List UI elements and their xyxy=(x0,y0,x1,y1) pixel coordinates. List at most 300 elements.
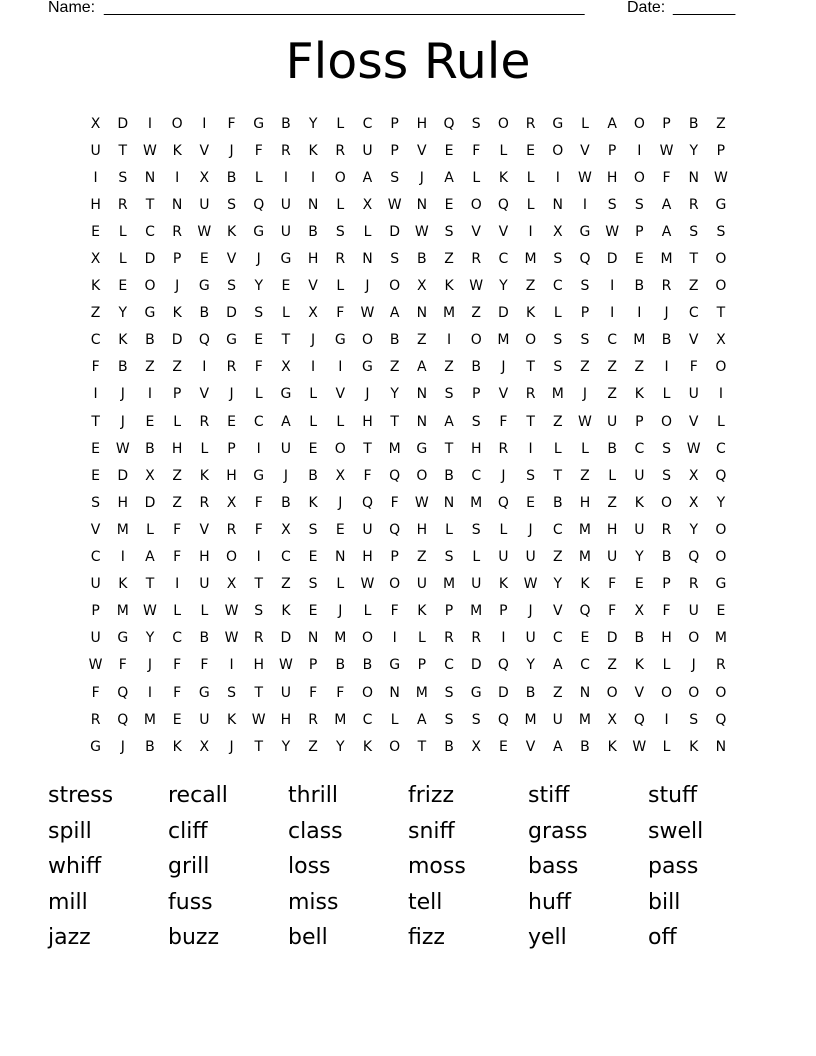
grid-letter: J xyxy=(365,386,370,403)
grid-letter: L xyxy=(282,305,290,322)
grid-letter: A xyxy=(389,305,400,322)
grid-letter: L xyxy=(336,576,345,593)
grid-letter: Y xyxy=(336,738,345,755)
grid-letter: U xyxy=(280,684,292,701)
grid-letter: T xyxy=(254,738,263,755)
grid-letter: B xyxy=(661,332,672,349)
grid-letter: I xyxy=(528,223,533,240)
grid-letter: Z xyxy=(471,305,482,322)
grid-letter: L xyxy=(662,657,671,674)
grid-letter: R xyxy=(172,223,183,240)
grid-letter: O xyxy=(470,332,482,349)
grid-letter: S xyxy=(308,521,318,538)
grid-letter: M xyxy=(470,603,483,620)
grid-letter: K xyxy=(689,738,699,755)
grid-letter: J xyxy=(419,169,424,186)
grid-letter: F xyxy=(336,684,345,701)
grid-letter: O xyxy=(715,684,727,701)
grid-letter: C xyxy=(281,549,291,566)
grid-letter: K xyxy=(607,738,617,755)
grid-letter: Z xyxy=(552,684,563,701)
grid-letter: B xyxy=(335,657,346,674)
grid-letter: L xyxy=(526,169,535,186)
grid-letter: G xyxy=(144,305,156,322)
grid-letter: C xyxy=(362,115,373,132)
grid-letter: B xyxy=(444,738,454,755)
grid-letter: Q xyxy=(443,115,455,132)
grid-letter: J xyxy=(147,657,153,674)
grid-letter: V xyxy=(226,251,237,268)
grid-letter: U xyxy=(199,576,210,593)
grid-letter: Z xyxy=(389,359,400,376)
grid-letter: Q xyxy=(579,603,591,620)
grid-letter: F xyxy=(91,684,100,701)
grid-letter: Y xyxy=(635,549,644,566)
grid-letter: L xyxy=(553,440,562,457)
grid-letter: H xyxy=(362,413,373,430)
grid-letter: F xyxy=(662,169,671,186)
grid-letter: O xyxy=(171,115,183,132)
grid-letter: S xyxy=(662,467,671,484)
grid-letter: C xyxy=(90,332,101,349)
word-bank-item: jazz xyxy=(48,925,91,951)
grid-letter: H xyxy=(90,196,101,213)
grid-letter: I xyxy=(283,169,288,186)
grid-letter: C xyxy=(444,657,454,674)
grid-letter: T xyxy=(417,738,427,755)
grid-letter: Q xyxy=(497,196,509,213)
grid-letter: I xyxy=(93,386,98,403)
grid-letter: Q xyxy=(389,521,401,538)
grid-letter: X xyxy=(362,196,373,213)
grid-letter: V xyxy=(199,386,210,403)
word-bank-item: recall xyxy=(168,783,228,808)
grid-letter: A xyxy=(552,738,563,755)
grid-letter: D xyxy=(226,305,237,322)
grid-letter: L xyxy=(146,521,154,538)
grid-letter: Z xyxy=(172,467,182,484)
grid-letter: R xyxy=(525,115,536,132)
grid-letter: Z xyxy=(444,359,454,376)
grid-letter: Q xyxy=(579,251,591,268)
grid-letter: H xyxy=(226,467,237,484)
page-title: Floss Rule xyxy=(285,33,531,90)
grid-letter: P xyxy=(635,223,644,240)
grid-letter: L xyxy=(118,223,127,240)
grid-letter: W xyxy=(224,630,239,647)
grid-letter: R xyxy=(117,196,128,213)
grid-letter: S xyxy=(553,251,563,268)
date-label: Date: xyxy=(627,0,666,16)
grid-letter: A xyxy=(444,413,454,430)
grid-letter: W xyxy=(387,196,402,213)
grid-letter: Y xyxy=(499,278,508,295)
name-field[interactable]: ______________________________________________________ xyxy=(104,0,585,16)
word-bank-item: mill xyxy=(48,889,88,915)
grid-letter: Q xyxy=(117,684,129,701)
grid-letter: P xyxy=(471,386,481,403)
grid-letter: M xyxy=(442,305,456,322)
grid-letter: N xyxy=(389,684,400,701)
grid-letter: F xyxy=(173,521,182,538)
grid-letter: B xyxy=(444,467,454,484)
grid-letter: L xyxy=(499,142,508,159)
grid-letter: I xyxy=(175,576,180,593)
grid-letter: R xyxy=(688,196,699,213)
grid-letter: B xyxy=(362,657,373,674)
grid-letter: O xyxy=(525,332,537,349)
grid-letter: Q xyxy=(715,711,727,728)
grid-letter: S xyxy=(308,576,318,593)
grid-letter: K xyxy=(226,223,237,240)
grid-letter: X xyxy=(634,603,645,620)
grid-letter: L xyxy=(336,196,345,213)
grid-letter: M xyxy=(388,440,401,457)
grid-letter: B xyxy=(226,169,237,186)
grid-letter: P xyxy=(172,386,182,403)
grid-letter: G xyxy=(253,115,265,132)
grid-letter: B xyxy=(580,738,590,755)
grid-letter: Z xyxy=(525,278,536,295)
grid-letter: W xyxy=(659,142,674,159)
grid-letter: U xyxy=(362,142,373,159)
grid-letter: O xyxy=(552,142,564,159)
grid-letter: U xyxy=(552,711,563,728)
grid-letter: O xyxy=(144,278,156,295)
grid-letter: S xyxy=(689,223,699,240)
grid-letter: X xyxy=(552,223,563,240)
grid-letter: C xyxy=(362,711,373,728)
grid-letter: R xyxy=(335,142,346,159)
grid-letter: T xyxy=(145,576,155,593)
grid-letter: B xyxy=(607,440,617,457)
grid-letter: E xyxy=(145,413,155,430)
grid-letter: W xyxy=(143,603,157,620)
grid-letter: B xyxy=(145,738,155,755)
grid-letter: L xyxy=(336,115,345,132)
word-bank-item: thrill xyxy=(288,783,338,808)
grid-letter: P xyxy=(227,440,236,457)
grid-letter: O xyxy=(389,278,401,295)
grid-letter: S xyxy=(471,711,481,728)
grid-letter: C xyxy=(634,440,645,457)
grid-letter: Z xyxy=(580,359,590,376)
grid-letter: Q xyxy=(361,494,373,511)
grid-letter: T xyxy=(553,467,563,484)
grid-letter: Y xyxy=(716,494,726,511)
grid-letter: U xyxy=(471,576,482,593)
grid-letter: U xyxy=(634,521,645,538)
grid-letter: T xyxy=(444,440,454,457)
grid-letter: K xyxy=(498,169,508,186)
grid-letter: I xyxy=(637,305,642,322)
grid-letter: V xyxy=(417,142,427,159)
grid-letter: L xyxy=(417,630,426,647)
grid-letter: I xyxy=(175,169,180,186)
grid-letter: O xyxy=(361,630,373,647)
grid-letter: T xyxy=(254,576,263,593)
grid-letter: Q xyxy=(198,332,210,349)
grid-letter: O xyxy=(661,684,673,701)
grid-letter: S xyxy=(390,169,400,186)
grid-letter: O xyxy=(389,576,401,593)
grid-letter: O xyxy=(389,738,401,755)
grid-letter: O xyxy=(688,684,700,701)
grid-letter: M xyxy=(116,603,129,620)
grid-letter: O xyxy=(715,251,727,268)
grid-letter: J xyxy=(338,603,343,620)
grid-letter: S xyxy=(254,603,264,620)
word-bank-item: grill xyxy=(168,854,210,880)
grid-letter: M xyxy=(714,630,727,647)
grid-letter: K xyxy=(444,278,454,295)
grid-letter: B xyxy=(308,467,318,484)
grid-letter: T xyxy=(390,413,399,430)
grid-letter: Z xyxy=(607,386,617,403)
grid-letter: C xyxy=(580,657,590,674)
grid-letter: P xyxy=(662,576,671,593)
grid-letter: F xyxy=(254,142,263,159)
grid-letter: R xyxy=(471,251,482,268)
grid-letter: H xyxy=(416,521,428,538)
grid-letter: O xyxy=(226,549,238,566)
grid-letter: L xyxy=(390,711,399,728)
grid-letter: C xyxy=(552,630,563,647)
grid-letter: J xyxy=(365,278,370,295)
grid-letter: O xyxy=(361,684,373,701)
grid-letter: E xyxy=(716,603,726,620)
grid-letter: S xyxy=(471,413,481,430)
grid-letter: O xyxy=(361,332,373,349)
grid-letter: O xyxy=(334,169,346,186)
grid-letter: K xyxy=(362,738,373,755)
grid-letter: X xyxy=(145,467,155,484)
grid-letter: S xyxy=(580,332,590,349)
word-bank xyxy=(48,778,768,956)
grid-letter: S xyxy=(227,196,236,213)
grid-letter: E xyxy=(91,467,101,484)
grid-letter: V xyxy=(634,684,645,701)
grid-letter: S xyxy=(716,223,726,240)
grid-letter: K xyxy=(634,494,644,511)
grid-letter: L xyxy=(200,603,209,620)
grid-letter: W xyxy=(578,169,592,186)
grid-letter: R xyxy=(661,278,672,295)
grid-letter: F xyxy=(200,657,209,674)
grid-letter: G xyxy=(90,738,102,755)
grid-letter: H xyxy=(199,549,210,566)
grid-letter: J xyxy=(283,467,288,484)
grid-letter: G xyxy=(416,440,428,457)
grid-letter: K xyxy=(118,332,128,349)
grid-letter: G xyxy=(552,115,564,132)
grid-letter: Z xyxy=(90,305,101,322)
grid-letter: S xyxy=(553,332,563,349)
grid-letter: N xyxy=(171,196,183,213)
grid-letter: E xyxy=(308,603,318,620)
grid-letter: P xyxy=(172,251,182,268)
grid-letter: R xyxy=(688,576,699,593)
word-bank-item: yell xyxy=(528,925,567,951)
grid-letter: J xyxy=(582,386,588,403)
grid-letter: U xyxy=(416,576,427,593)
grid-letter: V xyxy=(688,413,699,430)
grid-letter: H xyxy=(661,630,672,647)
grid-letter: T xyxy=(526,359,535,376)
grid-letter: J xyxy=(256,251,261,268)
grid-letter: F xyxy=(336,305,345,322)
grid-letter: B xyxy=(145,440,155,457)
grid-letter: J xyxy=(120,738,125,755)
grid-letter: R xyxy=(90,711,101,728)
grid-letter: Y xyxy=(254,278,263,295)
grid-letter: V xyxy=(498,223,509,240)
grid-letter: R xyxy=(444,630,454,647)
grid-letter: N xyxy=(688,169,699,186)
grid-letter: J xyxy=(528,521,533,538)
word-bank-item: spill xyxy=(48,818,92,844)
grid-letter: D xyxy=(498,305,509,322)
word-bank-item: fizz xyxy=(408,925,445,951)
grid-letter: U xyxy=(280,196,292,213)
grid-letter: B xyxy=(281,494,291,511)
grid-letter: X xyxy=(471,738,482,755)
grid-letter: A xyxy=(417,359,427,376)
grid-letter: W xyxy=(224,603,239,620)
grid-letter: J xyxy=(120,386,125,403)
grid-letter: F xyxy=(309,684,318,701)
grid-letter: B xyxy=(552,494,563,511)
grid-letter: P xyxy=(635,413,644,430)
grid-letter: K xyxy=(172,738,182,755)
grid-letter: R xyxy=(281,142,291,159)
grid-letter: V xyxy=(525,738,536,755)
grid-letter: S xyxy=(444,684,454,701)
grid-letter: W xyxy=(115,440,130,457)
grid-letter: V xyxy=(552,603,563,620)
grid-letter: N xyxy=(416,413,428,430)
grid-letter: L xyxy=(499,521,508,538)
grid-letter: P xyxy=(91,603,100,620)
grid-letter: C xyxy=(498,251,509,268)
grid-letter: L xyxy=(472,549,481,566)
grid-letter: L xyxy=(200,440,209,457)
grid-letter: V xyxy=(335,386,346,403)
grid-letter: L xyxy=(363,223,372,240)
grid-letter: S xyxy=(607,196,617,213)
grid-letter: W xyxy=(414,223,429,240)
grid-letter: O xyxy=(715,521,727,538)
word-bank-item: grass xyxy=(528,818,588,844)
grid-letter: U xyxy=(525,549,536,566)
grid-letter: I xyxy=(392,630,397,647)
grid-letter: U xyxy=(688,386,699,403)
grid-letter: J xyxy=(120,413,125,430)
grid-letter: I xyxy=(202,115,207,132)
grid-letter: J xyxy=(528,603,533,620)
grid-letter: W xyxy=(360,305,375,322)
grid-letter: R xyxy=(253,630,264,647)
grid-letter: L xyxy=(581,115,589,132)
grid-letter: H xyxy=(606,169,618,186)
grid-letter: E xyxy=(227,413,236,430)
grid-letter: L xyxy=(581,440,589,457)
grid-letter: A xyxy=(552,657,563,674)
grid-letter: V xyxy=(471,223,481,240)
grid-letter: M xyxy=(116,521,129,538)
grid-letter: M xyxy=(660,251,673,268)
grid-letter: K xyxy=(281,603,291,620)
grid-letter: I xyxy=(610,278,615,295)
grid-letter: K xyxy=(308,142,318,159)
grid-letter: S xyxy=(227,278,236,295)
grid-letter: S xyxy=(118,169,128,186)
grid-letter: Q xyxy=(497,711,509,728)
grid-letter: Y xyxy=(689,521,698,538)
grid-letter: K xyxy=(199,467,209,484)
grid-letter: E xyxy=(91,223,101,240)
grid-letter: B xyxy=(199,305,210,322)
grid-letter: R xyxy=(525,386,536,403)
grid-letter: W xyxy=(713,169,728,186)
grid-letter: D xyxy=(470,657,482,674)
grid-letter: H xyxy=(606,521,618,538)
grid-letter: P xyxy=(662,115,671,132)
grid-letter: P xyxy=(390,549,399,566)
grid-letter: M xyxy=(334,711,347,728)
grid-letter: V xyxy=(90,521,101,538)
grid-letter: G xyxy=(362,359,373,376)
grid-letter: Z xyxy=(607,494,617,511)
word-bank-item: bass xyxy=(528,854,579,880)
grid-letter: W xyxy=(88,657,103,674)
grid-letter: Z xyxy=(716,115,726,132)
grid-letter: Z xyxy=(607,359,617,376)
grid-letter: H xyxy=(579,494,591,511)
grid-letter: H xyxy=(117,494,129,511)
grid-letter: U xyxy=(280,223,292,240)
grid-letter: M xyxy=(334,630,347,647)
grid-letter: C xyxy=(552,278,563,295)
grid-letter: U xyxy=(498,549,509,566)
grid-letter: O xyxy=(715,549,727,566)
grid-letter: Z xyxy=(417,332,427,349)
grid-letter: I xyxy=(256,440,261,457)
grid-letter: M xyxy=(578,549,592,566)
grid-letter: K xyxy=(226,711,237,728)
grid-letter: X xyxy=(90,251,101,268)
grid-letter: I xyxy=(664,711,669,728)
grid-letter: G xyxy=(715,576,727,593)
grid-letter: N xyxy=(335,549,346,566)
grid-letter: A xyxy=(417,711,427,728)
grid-letter: F xyxy=(608,603,617,620)
grid-letter: W xyxy=(686,440,701,457)
grid-letter: F xyxy=(91,359,100,376)
grid-letter: O xyxy=(688,630,700,647)
grid-letter: J xyxy=(691,657,696,674)
grid-letter: M xyxy=(633,332,646,349)
grid-letter: T xyxy=(281,332,291,349)
grid-letter: K xyxy=(91,278,101,295)
grid-letter: C xyxy=(145,223,155,240)
grid-letter: A xyxy=(281,413,291,430)
date-field[interactable]: _______ xyxy=(673,0,736,16)
grid-letter: G xyxy=(280,386,292,403)
grid-letter: Z xyxy=(444,251,454,268)
grid-letter: O xyxy=(661,413,673,430)
grid-letter: E xyxy=(580,630,590,647)
